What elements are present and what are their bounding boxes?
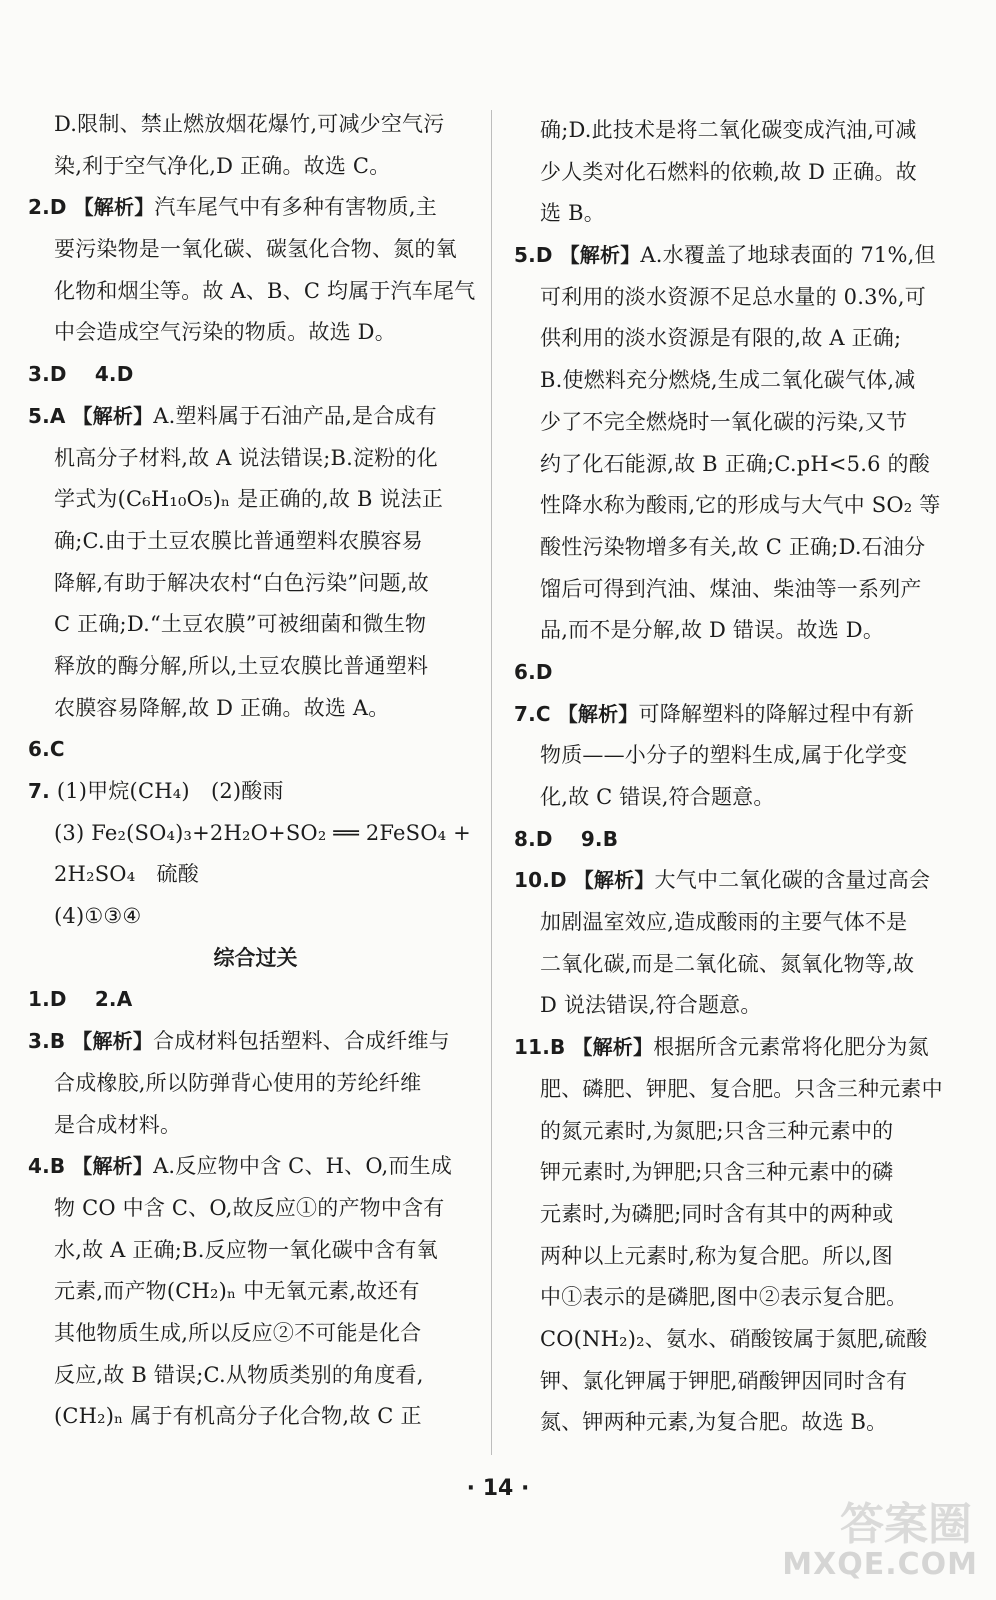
text-line [514, 819, 971, 861]
text-line [28, 1396, 483, 1438]
text-line [28, 979, 483, 1021]
text-line [514, 735, 971, 777]
analysis-tag: 【解析】 [559, 243, 641, 268]
line-text: 元素,而产物(CH₂)ₙ 中无氧元素,故还有 [54, 1279, 420, 1304]
text-line [514, 860, 971, 902]
line-text: 加剧温室效应,造成酸雨的主要气体不是 [540, 910, 908, 935]
answer-number: 3.D [28, 362, 67, 387]
text-line [514, 1402, 971, 1444]
text-line [514, 277, 971, 319]
text-line [28, 896, 483, 938]
text-line [514, 1277, 971, 1319]
text-line [514, 1361, 971, 1403]
text-line [514, 193, 971, 235]
text-line [514, 694, 971, 736]
line-text: (3) Fe₂(SO₄)₃+2H₂O+SO₂ ══ 2FeSO₄ + [54, 820, 471, 845]
text-line [514, 110, 971, 152]
line-text: 可降解塑料的降解过程中有新 [638, 701, 915, 726]
answer-number: 8.D [514, 826, 553, 851]
text-line [514, 444, 971, 486]
line-text: 农膜容易降解,故 D 正确。故选 A。 [54, 695, 390, 720]
text-line [28, 396, 483, 438]
text-line [514, 527, 971, 569]
line-text: A.水覆盖了地球表面的 71%,但 [640, 243, 936, 268]
text-line [28, 1313, 483, 1355]
text-line [28, 563, 483, 605]
line-text: 物 CO 中含 C、O,故反应①的产物中含有 [54, 1195, 445, 1220]
text-line [28, 229, 483, 271]
analysis-tag: 【解析】 [557, 701, 639, 726]
line-text: 馏后可得到汽油、煤油、柴油等一系列产 [540, 576, 922, 601]
text-line [28, 354, 483, 396]
line-text: 品,而不是分解,故 D 错误。故选 D。 [540, 618, 885, 643]
line-text: A.反应物中含 C、H、O,而生成 [153, 1154, 453, 1179]
line-text: 二氧化碳,而是二氧化硫、氮氧化物等,故 [540, 951, 915, 976]
answer-number: 1.D [28, 987, 67, 1012]
text-line [28, 604, 483, 646]
answer-number: 7.C [514, 701, 551, 726]
text-line [28, 854, 483, 896]
analysis-tag: 【解析】 [72, 403, 154, 428]
text-line [28, 146, 483, 188]
line-text: (CH₂)ₙ 属于有机高分子化合物,故 C 正 [54, 1404, 422, 1429]
line-text: 元素时,为磷肥;同时含有其中的两种或 [540, 1201, 894, 1226]
text-line [514, 985, 971, 1027]
text-line [28, 771, 483, 813]
analysis-tag: 【解析】 [72, 1029, 154, 1054]
line-text: 两种以上元素时,称为复合肥。所以,图 [540, 1243, 893, 1268]
answer-number: 10.D [514, 868, 567, 893]
answer-number: 11.B [514, 1035, 566, 1060]
text-line [514, 1319, 971, 1361]
text-line [28, 1063, 483, 1105]
line-text: 学式为(C₆H₁₀O₅)ₙ 是正确的,故 B 说法正 [54, 487, 444, 512]
line-text: (1)甲烷(CH₄) (2)酸雨 [56, 779, 284, 803]
line-text: A.塑料属于石油产品,是合成有 [153, 403, 437, 428]
column-divider [491, 110, 492, 1455]
text-line [514, 1027, 971, 1069]
line-text: 根据所含元素常将化肥分为氮 [653, 1035, 929, 1060]
text-line [28, 312, 483, 354]
line-text: 供利用的淡水资源是有限的,故 A 正确; [540, 326, 902, 351]
line-text: 肥、磷肥、钾肥、复合肥。只含三种元素中 [540, 1076, 943, 1101]
text-line [514, 1194, 971, 1236]
text-line [514, 569, 971, 611]
line-text: 少人类对化石燃料的依赖,故 D 正确。故 [540, 159, 917, 184]
line-text: 酸性污染物增多有关,故 C 正确;D.石油分 [540, 534, 926, 559]
watermark-text: MXQE.COM [782, 1547, 978, 1582]
text-line [514, 318, 971, 360]
line-text: 释放的酶分解,所以,土豆农膜比普通塑料 [54, 653, 429, 678]
answer-number: 5.D [514, 243, 553, 268]
analysis-tag: 【解析】 [73, 195, 155, 220]
answer-number: 2.A [94, 987, 133, 1012]
answer-number: 2.D [28, 195, 67, 220]
right-column [514, 110, 971, 1444]
text-line [28, 479, 483, 521]
section-heading: 综合过关 [213, 945, 298, 970]
line-text: B.使燃料充分燃烧,生成二氧化碳气体,减 [540, 368, 916, 393]
text-line [28, 1021, 483, 1063]
analysis-tag: 【解析】 [572, 1035, 654, 1060]
answer-number: 6.C [28, 737, 65, 762]
analysis-tag: 【解析】 [573, 868, 655, 893]
line-text: 合成橡胶,所以防弹背心使用的芳纶纤维 [54, 1070, 422, 1095]
text-line [28, 1188, 483, 1230]
line-text: D 说法错误,符合题意。 [540, 993, 762, 1018]
line-text: 中会造成空气污染的物质。故选 D。 [54, 320, 396, 345]
line-text: 其他物质生成,所以反应②不可能是化合 [54, 1320, 422, 1345]
line-text: 的氮元素时,为氮肥;只含三种元素中的 [540, 1118, 894, 1143]
line-text: 确;D.此技术是将二氧化碳变成汽油,可减 [540, 118, 917, 142]
answer-number: 4.D [94, 362, 134, 387]
line-text: 汽车尾气中有多种有害物质,主 [154, 195, 437, 220]
line-text: 2H₂SO₄ 硫酸 [54, 862, 199, 887]
text-line [514, 610, 971, 652]
line-text: D.限制、禁止燃放烟花爆竹,可减少空气污 [54, 112, 445, 136]
text-line [28, 729, 483, 771]
line-text: 化物和烟尘等。故 A、B、C 均属于汽车尾气 [54, 278, 476, 303]
text-line [514, 360, 971, 402]
text-line [28, 521, 483, 563]
watermark-logo [782, 1488, 978, 1588]
answer-number: 9.B [580, 826, 619, 851]
line-text: CO(NH₂)₂、氨水、硝酸铵属于氮肥,硫酸 [540, 1326, 928, 1351]
text-line [514, 1152, 971, 1194]
text-line [514, 902, 971, 944]
text-line [28, 438, 483, 480]
text-line [28, 1355, 483, 1397]
text-line [28, 688, 483, 730]
analysis-tag: 【解析】 [72, 1154, 154, 1179]
line-text: C 正确;D.“土豆农膜”可被细菌和微生物 [54, 612, 427, 637]
line-text: 物质——小分子的塑料生成,属于化学变 [540, 743, 908, 768]
text-line [514, 1111, 971, 1153]
line-text: 反应,故 B 错误;C.从物质类别的角度看, [54, 1362, 424, 1387]
watermark-mark: 答案圈 [840, 1499, 972, 1550]
line-text: 降解,有助于解决农村“白色污染”问题,故 [54, 570, 429, 595]
line-text: 化,故 C 错误,符合题意。 [540, 785, 775, 809]
text-line [28, 646, 483, 688]
line-text: 少了不完全燃烧时一氧化碳的污染,又节 [540, 409, 908, 434]
line-text: 可利用的淡水资源不足总水量的 0.3%,可 [540, 284, 926, 309]
line-text: 染,利于空气净化,D 正确。故选 C。 [54, 153, 391, 178]
text-line [28, 1105, 483, 1147]
text-line [514, 652, 971, 694]
text-line [514, 485, 971, 527]
text-line [514, 402, 971, 444]
text-line [28, 1271, 483, 1313]
text-line [514, 1236, 971, 1278]
line-text: 选 B。 [540, 201, 605, 226]
answer-number: 6.D [514, 659, 553, 684]
answer-number: 4.B [28, 1154, 66, 1179]
answer-number: 5.A [28, 403, 66, 428]
answer-number: 7. [28, 779, 50, 803]
line-text: 要污染物是一氧化碳、碳氢化合物、氮的氧 [54, 237, 457, 262]
answer-number: 3.B [28, 1029, 66, 1054]
line-text: 性降水称为酸雨,它的形成与大气中 SO₂ 等 [540, 493, 941, 518]
line-text: 机高分子材料,故 A 说法错误;B.淀粉的化 [54, 445, 438, 470]
left-column [28, 104, 483, 1438]
text-line [514, 944, 971, 986]
line-text: 约了化石能源,故 B 正确;C.pH<5.6 的酸 [540, 451, 930, 476]
line-text: 确;C.由于土豆农膜比普通塑料农膜容易 [54, 528, 423, 553]
line-text: 合成材料包括塑料、合成纤维与 [153, 1029, 450, 1054]
text-line [28, 1230, 483, 1272]
line-text: (4)①③④ [54, 904, 142, 929]
line-text: 钾、氯化钾属于钾肥,硝酸钾因同时含有 [540, 1368, 908, 1393]
text-line [28, 104, 483, 146]
line-text: 水,故 A 正确;B.反应物一氧化碳中含有氧 [54, 1237, 438, 1262]
text-line [514, 235, 971, 277]
text-line [514, 152, 971, 194]
line-text: 大气中二氧化碳的含量过高会 [654, 868, 931, 893]
text-line [28, 187, 483, 229]
text-line [28, 271, 483, 313]
text-line [514, 1069, 971, 1111]
text-line [514, 777, 971, 819]
line-text: 钾元素时,为钾肥;只含三种元素中的磷 [540, 1160, 894, 1185]
line-text: 是合成材料。 [54, 1112, 182, 1137]
line-text: 氮、钾两种元素,为复合肥。故选 B。 [540, 1410, 888, 1435]
text-line [28, 813, 483, 855]
page-number: · 14 · [466, 1476, 530, 1501]
line-text: 中①表示的是磷肥,图中②表示复合肥。 [540, 1285, 908, 1310]
text-line [28, 1146, 483, 1188]
